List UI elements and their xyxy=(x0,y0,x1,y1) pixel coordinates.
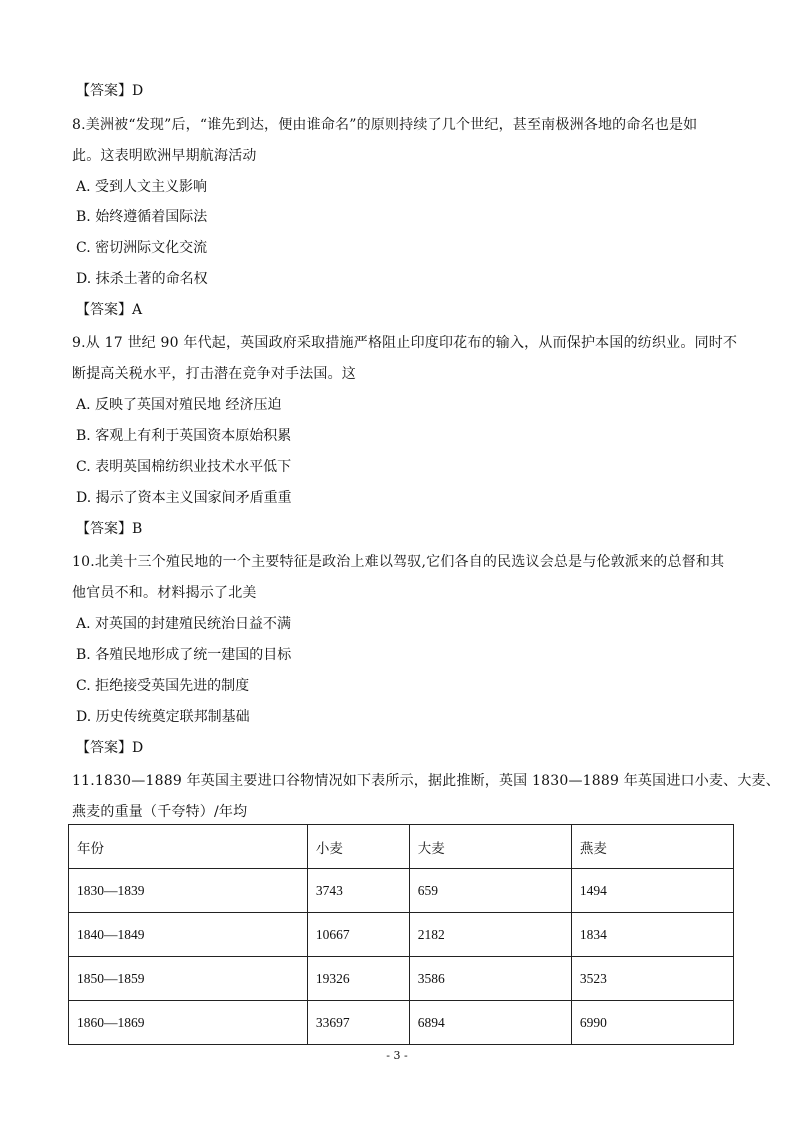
q8-option-d: D. 抹杀土著的命名权 xyxy=(76,271,208,287)
header-oats: 燕麦 xyxy=(571,825,733,869)
cell-wheat: 10667 xyxy=(307,913,409,957)
q10-option-c: C. 拒绝接受英国先进的制度 xyxy=(76,678,250,694)
table-header-row xyxy=(69,825,734,869)
cell-year: 1830—1839 xyxy=(69,869,308,913)
q11-stem-line2: 燕麦的重量（千夸特）/年均 xyxy=(72,804,248,820)
q9-option-d: D. 揭示了资本主义国家间矛盾重重 xyxy=(76,490,292,506)
grain-import-table xyxy=(68,824,734,1045)
q10-stem-line1: 10.北美十三个殖民地的一个主要特征是政治上难以驾驭,它们各自的民选议会总是与伦敦派来的总督和其 xyxy=(72,554,725,570)
q8-option-c: C. 密切洲际文化交流 xyxy=(76,240,208,256)
q10-stem-line2: 他官员不和。材料揭示了北美 xyxy=(72,585,257,601)
cell-barley: 659 xyxy=(409,869,571,913)
q8-stem-line2: 此。这表明欧洲早期航海活动 xyxy=(72,148,257,164)
answer-q7: 【答案】D xyxy=(76,83,144,99)
cell-oats: 1834 xyxy=(571,913,733,957)
q9-option-a: A. 反映了英国对殖民地 经济压迫 xyxy=(76,397,282,413)
q8-option-b: B. 始终遵循着国际法 xyxy=(76,209,208,225)
q8-option-a: A. 受到人文主义影响 xyxy=(76,179,208,195)
q9-stem-line2: 断提高关税水平，打击潜在竞争对手法国。这 xyxy=(72,366,356,382)
table-row xyxy=(69,1001,734,1045)
cell-barley: 2182 xyxy=(409,913,571,957)
q10-option-b: B. 各殖民地形成了统一建国的目标 xyxy=(76,647,292,663)
q10-option-a: A. 对英国的封建殖民统治日益不满 xyxy=(76,616,292,632)
header-barley: 大麦 xyxy=(409,825,571,869)
header-year: 年份 xyxy=(69,825,308,869)
cell-wheat: 19326 xyxy=(307,957,409,1001)
q9-stem-line1: 9.从 17 世纪 90 年代起，英国政府采取措施严格阻止印度印花布的输入，从而保护本国的纺织业。同时不 xyxy=(72,335,738,351)
q8-stem-line1: 8.美洲被“发现”后，“谁先到达，便由谁命名”的原则持续了几个世纪，甚至南极洲各地的命名也是如 xyxy=(72,117,698,133)
table-row xyxy=(69,913,734,957)
header-wheat: 小麦 xyxy=(307,825,409,869)
cell-oats: 1494 xyxy=(571,869,733,913)
cell-wheat: 33697 xyxy=(307,1001,409,1045)
answer-q10: 【答案】D xyxy=(76,740,144,756)
cell-barley: 3586 xyxy=(409,957,571,1001)
table-row xyxy=(69,869,734,913)
cell-barley: 6894 xyxy=(409,1001,571,1045)
cell-wheat: 3743 xyxy=(307,869,409,913)
cell-year: 1860—1869 xyxy=(69,1001,308,1045)
cell-oats: 6990 xyxy=(571,1001,733,1045)
answer-q9: 【答案】B xyxy=(76,521,143,537)
q10-option-d: D. 历史传统奠定联邦制基础 xyxy=(76,709,250,725)
q9-option-b: B. 客观上有利于英国资本原始积累 xyxy=(76,428,292,444)
cell-year: 1850—1859 xyxy=(69,957,308,1001)
cell-year: 1840—1849 xyxy=(69,913,308,957)
q9-option-c: C. 表明英国棉纺织业技术水平低下 xyxy=(76,459,292,475)
page-number: - 3 - xyxy=(386,1049,408,1062)
cell-oats: 3523 xyxy=(571,957,733,1001)
table-row xyxy=(69,957,734,1001)
q11-stem-line1: 11.1830—1889 年英国主要进口谷物情况如下表所示，据此推断，英国 1830—1889 年英国进口小麦、大麦、 xyxy=(72,773,780,789)
answer-q8: 【答案】A xyxy=(76,302,143,318)
